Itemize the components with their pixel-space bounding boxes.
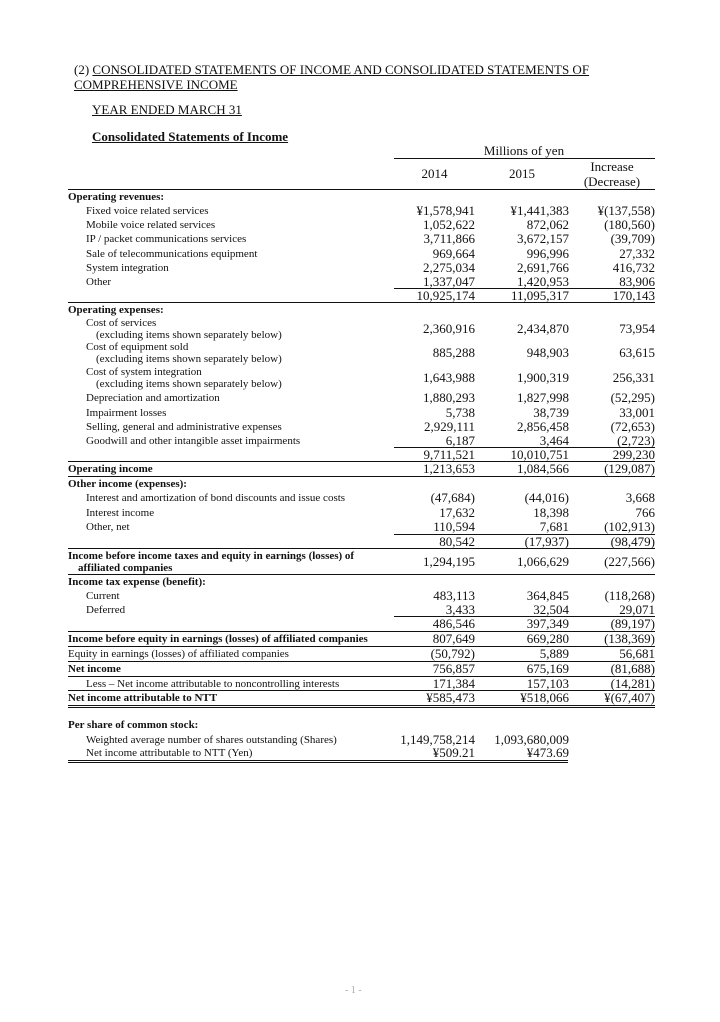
- income-before-equity-row: Income before equity in earnings (losses) of affiliated companies 807,649 669,280 (138,369): [68, 631, 655, 646]
- table-row: Goodwill and other intangible asset impairments 6,187 3,464 (2,723): [86, 432, 655, 448]
- table-row: Cost of equipment sold (excluding items shown separately below) 885,288 948,903 63,615: [86, 341, 655, 365]
- table-row: Impairment losses 5,738 38,739 33,001: [86, 404, 655, 420]
- net-income-ntt-row: Net income attributable to NTT ¥585,473 ¥518,066 ¥(67,407): [68, 690, 655, 705]
- statement-title: Consolidated Statements of Income: [92, 129, 289, 144]
- operating-income-row: Operating income 1,213,653 1,084,566 (129,087): [68, 461, 655, 476]
- col-header-2014: 2014: [421, 166, 448, 181]
- table-row: Mobile voice related services 1,052,622 872,062 (180,560): [86, 216, 655, 232]
- double-rule-bottom: [68, 762, 568, 763]
- table-row: Interest and amortization of bond discounts and issue costs (47,684) (44,016) 3,668: [86, 489, 655, 505]
- table-row: Current 483,113 364,845 (118,268): [86, 587, 655, 603]
- unit-label: Millions of yen: [483, 143, 565, 158]
- table-row: Selling, general and administrative expenses 2,929,111 2,856,458 (72,653): [86, 418, 655, 434]
- col-header-change: [569, 159, 655, 189]
- revenues-total-row: 10,925,174 11,095,317 170,143: [416, 288, 655, 303]
- table-row: Sale of telecommunications equipment 969,664 996,996 27,332: [86, 245, 655, 261]
- table-row: Other 1,337,047 1,420,953 83,906: [86, 273, 655, 289]
- year-ended: YEAR ENDED MARCH 31: [92, 102, 242, 117]
- double-rule-top: [68, 705, 655, 706]
- section-title-line2: COMPREHENSIVE INCOME: [74, 77, 238, 92]
- table-row: Weighted average number of shares outstanding (Shares) 1,149,758,214 1,093,680,009: [86, 731, 569, 747]
- section-heading: [74, 62, 589, 92]
- table-row: Fixed voice related services ¥1,578,941 ¥1,441,383 ¥(137,558): [86, 202, 655, 218]
- double-rule-top: [68, 760, 568, 761]
- nci-row: Less – Net income attributable to noncontrolling interests 171,384 157,103 (14,281): [86, 676, 655, 691]
- equity-earnings-row: Equity in earnings (losses) of affiliated companies (50,792) 5,889 56,681: [68, 646, 655, 661]
- section-number: (2): [74, 62, 90, 77]
- table-row: Cost of services (excluding items shown separately below) 2,360,916 2,434,870 73,954: [86, 317, 655, 341]
- table-row: Deferred 3,433 32,504 29,071: [86, 601, 655, 617]
- other-total-row: 80,542 (17,937) (98,479): [439, 534, 655, 549]
- table-row: Other, net 110,594 7,681 (102,913): [86, 518, 655, 534]
- col-header-change-line2: (Decrease): [583, 174, 641, 189]
- table-row: Cost of system integration (excluding items shown separately below) 1,643,988 1,900,319 256,331: [86, 365, 655, 390]
- expenses-total-row: 9,711,521 10,010,751 299,230: [423, 447, 655, 462]
- double-rule-bottom: [68, 707, 655, 708]
- income-before-taxes-row: Income before income taxes and equity in earnings (losses) of affiliated companies 1,294,195 1,066,629 (227,566): [68, 549, 655, 574]
- other-income-heading: Other income (expenses):: [68, 478, 187, 490]
- per-share-heading: Per share of common stock:: [68, 719, 199, 731]
- col-header-2015: 2015: [509, 166, 535, 181]
- table-row: Depreciation and amortization 1,880,293 1,827,998 (52,295): [86, 389, 655, 405]
- operating-revenues-heading: Operating revenues:: [68, 191, 165, 203]
- col-header-change-line1: Increase: [590, 159, 634, 174]
- income-tax-heading: Income tax expense (benefit):: [68, 576, 206, 588]
- operating-expenses-heading: Operating expenses:: [68, 304, 164, 316]
- table-row: Net income attributable to NTT (Yen) ¥509.21 ¥473.69: [86, 745, 569, 760]
- tax-total-row: 486,546 397,349 (89,197): [432, 616, 655, 631]
- table-row: System integration 2,275,034 2,691,766 416,732: [86, 259, 655, 275]
- net-income-row: Net income 756,857 675,169 (81,688): [68, 661, 655, 676]
- section-title-line1: CONSOLIDATED STATEMENTS OF INCOME AND CONSOLIDATED STATEMENTS OF: [92, 62, 590, 77]
- page-number: - 1 -: [345, 985, 362, 996]
- table-row: IP / packet communications services 3,711,866 3,672,157 (39,709): [86, 230, 655, 246]
- table-row: Interest income 17,632 18,398 766: [86, 504, 655, 520]
